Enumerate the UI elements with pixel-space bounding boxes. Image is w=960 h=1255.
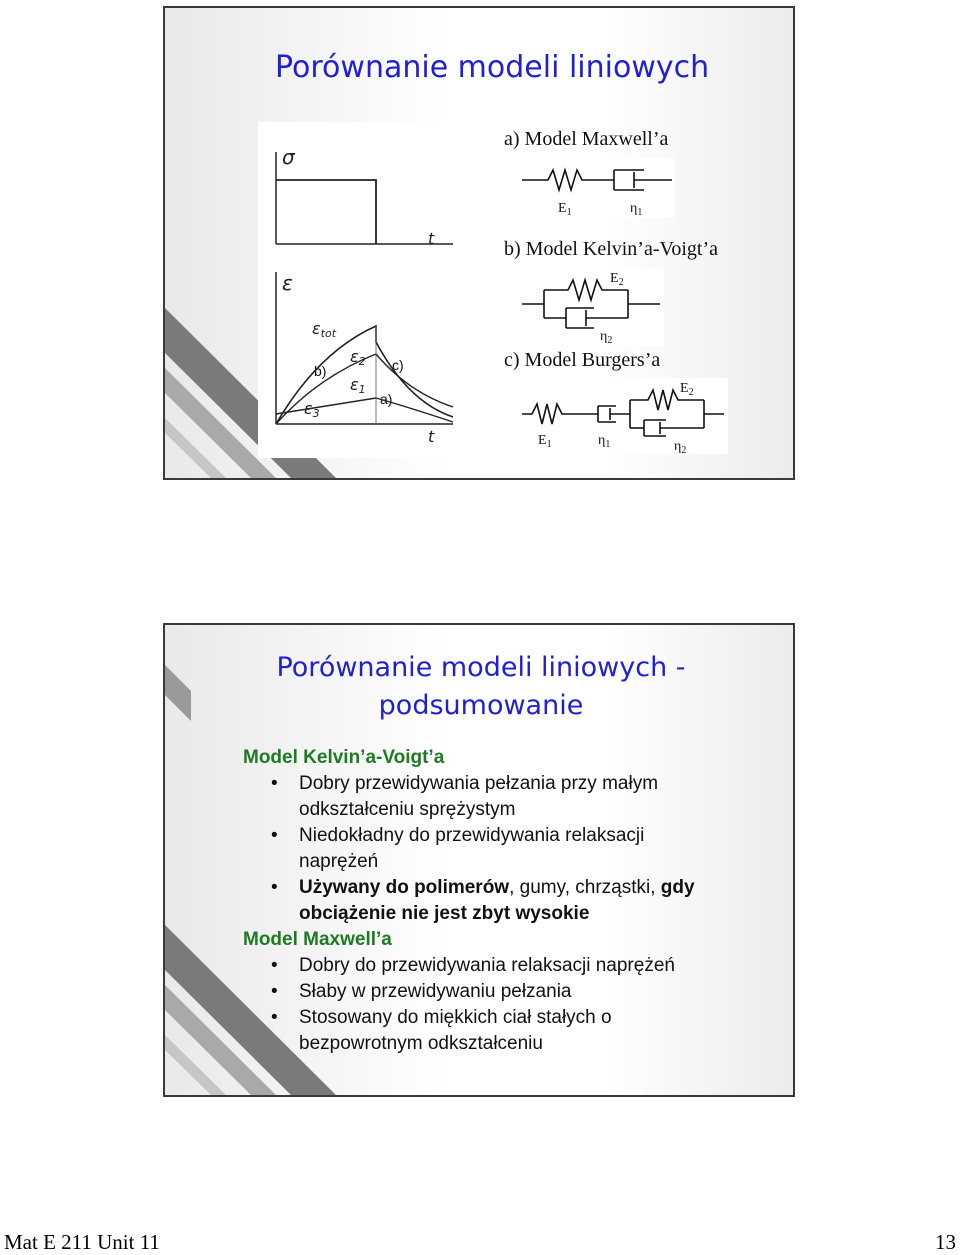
- bullet: •: [271, 825, 278, 846]
- burgers-model-diagram: [518, 378, 728, 454]
- title-line-2: podsumowanie: [378, 690, 584, 721]
- slide-title: Porównanie modeli liniowych: [275, 50, 710, 85]
- eps2-label: ε2: [350, 347, 366, 368]
- sigma-label: σ: [282, 145, 295, 169]
- slide-1: [163, 6, 795, 480]
- eps1-label: ε1: [350, 375, 366, 396]
- title-line-1: Porównanie modeli liniowych -: [276, 652, 686, 683]
- param-eta2: $\eta_2$: [674, 439, 687, 454]
- creep-graph: [258, 122, 468, 458]
- kelvin-voigt-header: Model Kelvin’a-Voigt’a: [243, 747, 445, 768]
- bullet: •: [271, 1007, 278, 1028]
- list-item: • Dobry przewidywania pełzania przy małym odkształceniu sprężystym: [271, 773, 659, 820]
- model-maxwell-label: a) Model Maxwell’a: [504, 128, 669, 150]
- footer-page-number: 13: [935, 1230, 956, 1254]
- summary-list: [243, 745, 763, 1057]
- slide-2: [163, 623, 795, 1097]
- list-item: • Niedokładny do przewidywania relaksacji naprężeń: [271, 825, 645, 872]
- param-e2: $E_2$: [610, 271, 624, 288]
- bullet: •: [271, 877, 278, 898]
- param-eta1: $\eta_1$: [598, 433, 611, 450]
- epsilon-label: ε: [282, 271, 293, 295]
- eps3-label: ε3: [304, 399, 320, 420]
- param-e2: $E_2$: [680, 381, 694, 398]
- param-eta1: $\eta_1$: [630, 201, 643, 218]
- curve-label-b: b): [314, 363, 327, 379]
- slide-title: [165, 649, 795, 725]
- maxwell-model-diagram: [518, 158, 674, 218]
- model-burgers-label: c) Model Burgers’a: [504, 349, 661, 371]
- list-item: • Słaby w przewidywaniu pełzania: [243, 979, 763, 1005]
- curve-label-a: a): [380, 391, 393, 407]
- time-axis-label-top: t: [428, 229, 435, 248]
- list-item: • Stosowany do miękkich ciał stałych o bezpowrotnym odkształceniu: [271, 1007, 612, 1054]
- curve-label-c: c): [392, 357, 404, 373]
- list-item: • Dobry do przewidywania relaksacji naprężeń: [243, 953, 763, 979]
- eps-tot-label: εtot: [312, 319, 337, 340]
- time-axis-label-bottom: t: [428, 427, 435, 446]
- kelvin-voigt-model-diagram: [518, 268, 664, 346]
- bullet: •: [271, 981, 278, 1002]
- param-e1: $E_1$: [538, 433, 552, 450]
- footer-course-label: Mat E 211 Unit 11: [4, 1230, 160, 1254]
- list-item: • Używany do polimerów, gumy, chrząstki, gdy obciążenie nie jest zbyt wysokie: [271, 877, 695, 924]
- param-eta2: $\eta_2$: [600, 329, 613, 346]
- model-kelvin-voigt-label: b) Model Kelvin’a-Voigt’a: [504, 238, 719, 260]
- bullet: •: [271, 773, 278, 794]
- bullet: •: [271, 955, 278, 976]
- param-e1: $E_1$: [558, 201, 572, 218]
- maxwell-header: Model Maxwell’a: [243, 929, 392, 950]
